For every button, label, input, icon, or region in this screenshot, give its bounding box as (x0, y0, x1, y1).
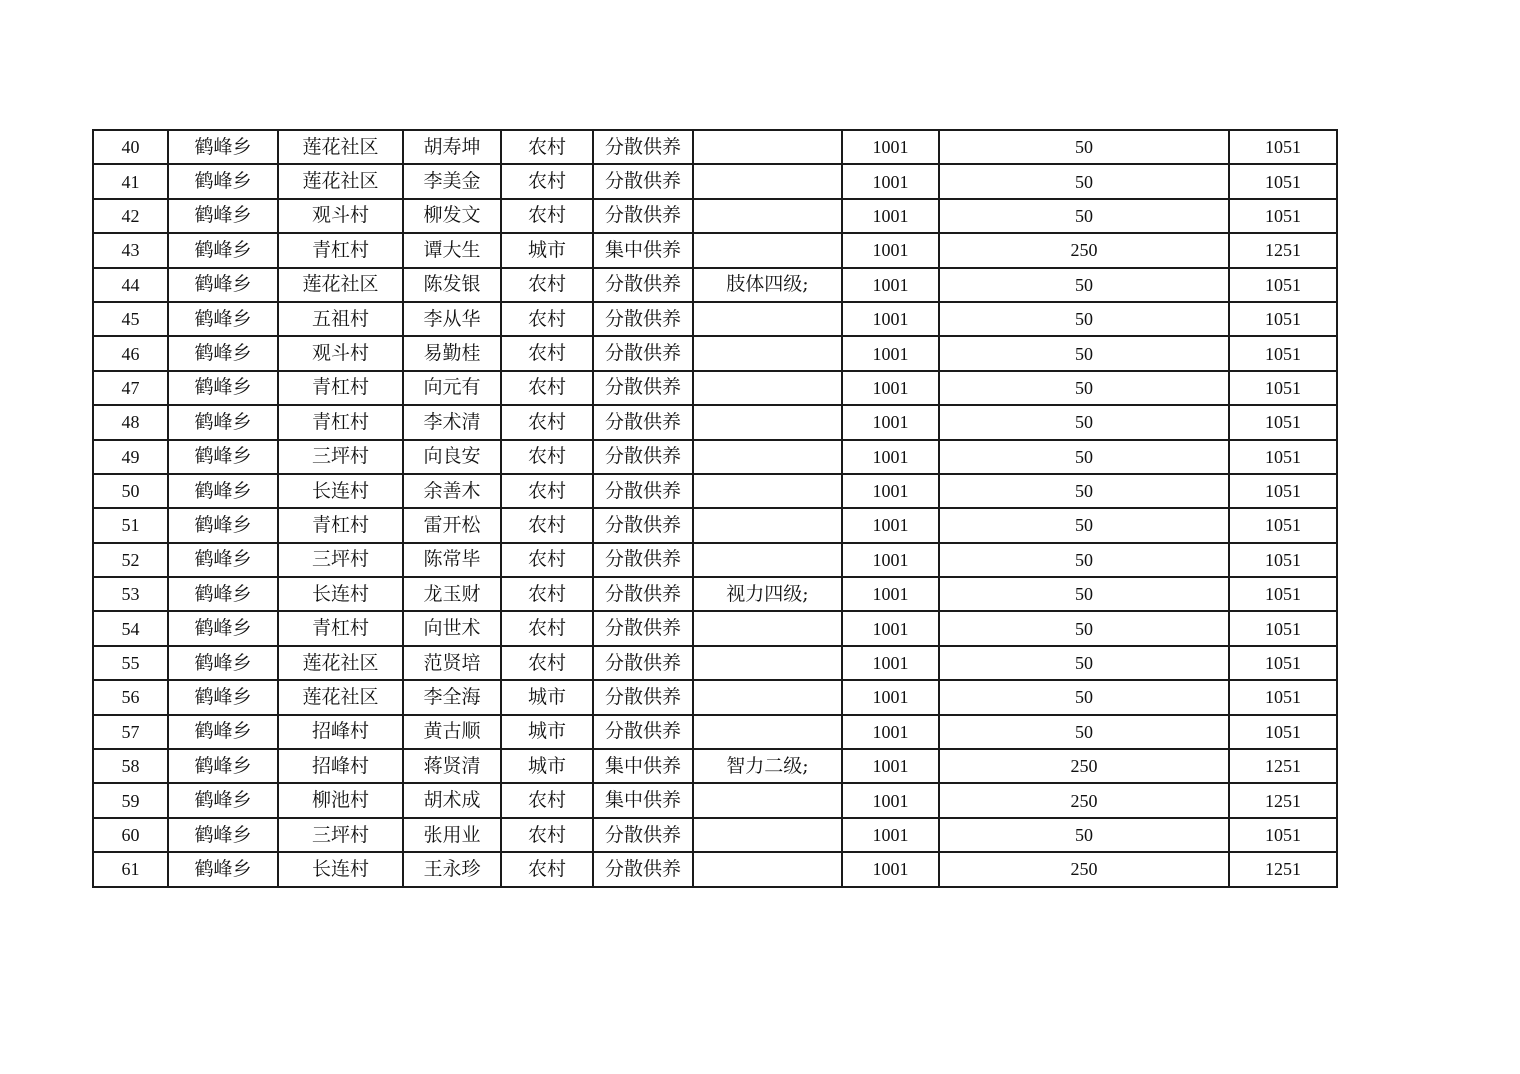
cell-township: 鹤峰乡 (168, 440, 278, 474)
cell-base-amount: 1001 (842, 543, 939, 577)
cell-area-type: 农村 (501, 440, 593, 474)
cell-disability-level (693, 508, 842, 542)
cell-base-amount: 1001 (842, 302, 939, 336)
cell-area-type: 农村 (501, 611, 593, 645)
cell-area-type: 农村 (501, 646, 593, 680)
cell-disability-level (693, 680, 842, 714)
cell-supplement-amount: 50 (939, 508, 1229, 542)
cell-area-type: 农村 (501, 371, 593, 405)
cell-serial-number: 52 (93, 543, 168, 577)
cell-total-amount: 1051 (1229, 543, 1337, 577)
cell-support-type: 分散供养 (593, 646, 693, 680)
cell-disability-level (693, 440, 842, 474)
cell-name: 陈发银 (403, 268, 501, 302)
cell-area-type: 农村 (501, 130, 593, 164)
cell-support-type: 分散供养 (593, 474, 693, 508)
cell-area-type: 农村 (501, 818, 593, 852)
cell-name: 黄古顺 (403, 715, 501, 749)
cell-base-amount: 1001 (842, 164, 939, 198)
cell-village: 长连村 (278, 577, 403, 611)
cell-area-type: 农村 (501, 199, 593, 233)
cell-serial-number: 57 (93, 715, 168, 749)
cell-township: 鹤峰乡 (168, 543, 278, 577)
table-row (93, 233, 1337, 267)
cell-support-type: 分散供养 (593, 715, 693, 749)
cell-village: 青杠村 (278, 405, 403, 439)
cell-total-amount: 1251 (1229, 233, 1337, 267)
table-row (93, 783, 1337, 817)
cell-village: 三坪村 (278, 543, 403, 577)
cell-name: 雷开松 (403, 508, 501, 542)
cell-township: 鹤峰乡 (168, 268, 278, 302)
table-row (93, 715, 1337, 749)
cell-base-amount: 1001 (842, 680, 939, 714)
cell-support-type: 分散供养 (593, 371, 693, 405)
cell-support-type: 分散供养 (593, 440, 693, 474)
cell-base-amount: 1001 (842, 818, 939, 852)
cell-serial-number: 44 (93, 268, 168, 302)
cell-township: 鹤峰乡 (168, 611, 278, 645)
cell-serial-number: 42 (93, 199, 168, 233)
cell-name: 蒋贤清 (403, 749, 501, 783)
cell-base-amount: 1001 (842, 508, 939, 542)
table-row (93, 164, 1337, 198)
cell-support-type: 分散供养 (593, 130, 693, 164)
cell-name: 胡寿坤 (403, 130, 501, 164)
cell-village: 观斗村 (278, 336, 403, 370)
cell-support-type: 分散供养 (593, 405, 693, 439)
cell-base-amount: 1001 (842, 474, 939, 508)
cell-village: 三坪村 (278, 440, 403, 474)
cell-total-amount: 1051 (1229, 715, 1337, 749)
table-row (93, 199, 1337, 233)
cell-disability-level (693, 611, 842, 645)
cell-name: 李术清 (403, 405, 501, 439)
cell-township: 鹤峰乡 (168, 130, 278, 164)
cell-village: 五祖村 (278, 302, 403, 336)
cell-base-amount: 1001 (842, 199, 939, 233)
cell-disability-level (693, 336, 842, 370)
cell-supplement-amount: 250 (939, 852, 1229, 886)
table-row (93, 508, 1337, 542)
table-row (93, 680, 1337, 714)
cell-total-amount: 1051 (1229, 336, 1337, 370)
cell-supplement-amount: 50 (939, 715, 1229, 749)
cell-serial-number: 53 (93, 577, 168, 611)
cell-support-type: 集中供养 (593, 749, 693, 783)
cell-supplement-amount: 50 (939, 440, 1229, 474)
cell-total-amount: 1051 (1229, 611, 1337, 645)
cell-serial-number: 59 (93, 783, 168, 817)
cell-support-type: 分散供养 (593, 268, 693, 302)
cell-total-amount: 1051 (1229, 508, 1337, 542)
cell-supplement-amount: 50 (939, 164, 1229, 198)
cell-total-amount: 1051 (1229, 646, 1337, 680)
cell-disability-level: 视力四级; (693, 577, 842, 611)
cell-village: 青杠村 (278, 611, 403, 645)
cell-support-type: 集中供养 (593, 783, 693, 817)
cell-base-amount: 1001 (842, 268, 939, 302)
table-row (93, 371, 1337, 405)
cell-serial-number: 51 (93, 508, 168, 542)
table-row (93, 440, 1337, 474)
cell-name: 张用业 (403, 818, 501, 852)
table-row (93, 611, 1337, 645)
cell-serial-number: 45 (93, 302, 168, 336)
table-row (93, 749, 1337, 783)
cell-supplement-amount: 50 (939, 336, 1229, 370)
cell-township: 鹤峰乡 (168, 818, 278, 852)
cell-serial-number: 50 (93, 474, 168, 508)
cell-name: 李从华 (403, 302, 501, 336)
cell-disability-level (693, 715, 842, 749)
cell-base-amount: 1001 (842, 233, 939, 267)
cell-supplement-amount: 250 (939, 783, 1229, 817)
cell-name: 谭大生 (403, 233, 501, 267)
cell-serial-number: 54 (93, 611, 168, 645)
cell-disability-level (693, 405, 842, 439)
cell-area-type: 农村 (501, 405, 593, 439)
cell-disability-level (693, 852, 842, 886)
cell-name: 李全海 (403, 680, 501, 714)
cell-disability-level (693, 199, 842, 233)
cell-name: 柳发文 (403, 199, 501, 233)
cell-supplement-amount: 50 (939, 474, 1229, 508)
cell-area-type: 农村 (501, 302, 593, 336)
cell-area-type: 农村 (501, 474, 593, 508)
cell-village: 招峰村 (278, 715, 403, 749)
cell-supplement-amount: 50 (939, 302, 1229, 336)
cell-supplement-amount: 50 (939, 577, 1229, 611)
cell-support-type: 分散供养 (593, 577, 693, 611)
cell-township: 鹤峰乡 (168, 680, 278, 714)
cell-supplement-amount: 50 (939, 818, 1229, 852)
cell-serial-number: 40 (93, 130, 168, 164)
cell-total-amount: 1051 (1229, 371, 1337, 405)
cell-township: 鹤峰乡 (168, 302, 278, 336)
data-table (92, 129, 1338, 888)
cell-disability-level (693, 371, 842, 405)
cell-supplement-amount: 50 (939, 543, 1229, 577)
cell-township: 鹤峰乡 (168, 405, 278, 439)
cell-support-type: 分散供养 (593, 611, 693, 645)
table-row (93, 852, 1337, 886)
cell-disability-level (693, 474, 842, 508)
cell-township: 鹤峰乡 (168, 852, 278, 886)
cell-area-type: 农村 (501, 268, 593, 302)
cell-serial-number: 60 (93, 818, 168, 852)
cell-name: 向世术 (403, 611, 501, 645)
cell-village: 柳池村 (278, 783, 403, 817)
cell-disability-level (693, 233, 842, 267)
cell-township: 鹤峰乡 (168, 199, 278, 233)
cell-supplement-amount: 50 (939, 371, 1229, 405)
cell-township: 鹤峰乡 (168, 336, 278, 370)
cell-supplement-amount: 50 (939, 268, 1229, 302)
cell-base-amount: 1001 (842, 646, 939, 680)
cell-area-type: 城市 (501, 715, 593, 749)
cell-name: 余善木 (403, 474, 501, 508)
table-row (93, 405, 1337, 439)
cell-township: 鹤峰乡 (168, 646, 278, 680)
cell-support-type: 分散供养 (593, 164, 693, 198)
cell-village: 莲花社区 (278, 680, 403, 714)
cell-supplement-amount: 50 (939, 405, 1229, 439)
cell-area-type: 农村 (501, 508, 593, 542)
cell-name: 王永珍 (403, 852, 501, 886)
cell-name: 范贤培 (403, 646, 501, 680)
cell-area-type: 城市 (501, 680, 593, 714)
cell-township: 鹤峰乡 (168, 577, 278, 611)
cell-total-amount: 1051 (1229, 164, 1337, 198)
cell-total-amount: 1051 (1229, 268, 1337, 302)
cell-support-type: 分散供养 (593, 336, 693, 370)
cell-serial-number: 47 (93, 371, 168, 405)
cell-total-amount: 1251 (1229, 749, 1337, 783)
cell-township: 鹤峰乡 (168, 371, 278, 405)
cell-village: 长连村 (278, 852, 403, 886)
cell-supplement-amount: 250 (939, 233, 1229, 267)
cell-serial-number: 61 (93, 852, 168, 886)
cell-name: 易勤桂 (403, 336, 501, 370)
cell-area-type: 农村 (501, 577, 593, 611)
cell-serial-number: 46 (93, 336, 168, 370)
table-row (93, 130, 1337, 164)
cell-serial-number: 55 (93, 646, 168, 680)
cell-name: 李美金 (403, 164, 501, 198)
cell-support-type: 分散供养 (593, 680, 693, 714)
cell-village: 莲花社区 (278, 268, 403, 302)
cell-total-amount: 1051 (1229, 818, 1337, 852)
cell-serial-number: 58 (93, 749, 168, 783)
cell-base-amount: 1001 (842, 715, 939, 749)
table-row (93, 302, 1337, 336)
cell-village: 青杠村 (278, 233, 403, 267)
table-row (93, 474, 1337, 508)
cell-base-amount: 1001 (842, 783, 939, 817)
cell-disability-level (693, 783, 842, 817)
cell-township: 鹤峰乡 (168, 233, 278, 267)
cell-name: 向元有 (403, 371, 501, 405)
cell-total-amount: 1051 (1229, 474, 1337, 508)
cell-area-type: 农村 (501, 543, 593, 577)
cell-disability-level (693, 818, 842, 852)
cell-disability-level (693, 302, 842, 336)
table-row (93, 268, 1337, 302)
cell-supplement-amount: 50 (939, 130, 1229, 164)
cell-base-amount: 1001 (842, 405, 939, 439)
cell-base-amount: 1001 (842, 611, 939, 645)
cell-base-amount: 1001 (842, 130, 939, 164)
cell-total-amount: 1251 (1229, 852, 1337, 886)
cell-support-type: 集中供养 (593, 233, 693, 267)
cell-name: 陈常毕 (403, 543, 501, 577)
table-row (93, 543, 1337, 577)
cell-disability-level: 肢体四级; (693, 268, 842, 302)
table-row (93, 336, 1337, 370)
cell-township: 鹤峰乡 (168, 474, 278, 508)
cell-disability-level: 智力二级; (693, 749, 842, 783)
cell-support-type: 分散供养 (593, 852, 693, 886)
cell-total-amount: 1051 (1229, 680, 1337, 714)
cell-village: 莲花社区 (278, 164, 403, 198)
cell-serial-number: 41 (93, 164, 168, 198)
cell-area-type: 城市 (501, 749, 593, 783)
cell-support-type: 分散供养 (593, 543, 693, 577)
table-body (93, 130, 1337, 887)
cell-township: 鹤峰乡 (168, 508, 278, 542)
cell-support-type: 分散供养 (593, 818, 693, 852)
cell-base-amount: 1001 (842, 336, 939, 370)
cell-village: 青杠村 (278, 371, 403, 405)
cell-total-amount: 1251 (1229, 783, 1337, 817)
cell-serial-number: 43 (93, 233, 168, 267)
table-row (93, 818, 1337, 852)
cell-base-amount: 1001 (842, 749, 939, 783)
cell-township: 鹤峰乡 (168, 783, 278, 817)
cell-disability-level (693, 543, 842, 577)
cell-base-amount: 1001 (842, 577, 939, 611)
cell-disability-level (693, 646, 842, 680)
table-row (93, 646, 1337, 680)
cell-village: 莲花社区 (278, 130, 403, 164)
table-row (93, 577, 1337, 611)
cell-township: 鹤峰乡 (168, 715, 278, 749)
cell-village: 三坪村 (278, 818, 403, 852)
cell-total-amount: 1051 (1229, 577, 1337, 611)
cell-total-amount: 1051 (1229, 405, 1337, 439)
cell-supplement-amount: 250 (939, 749, 1229, 783)
cell-name: 胡术成 (403, 783, 501, 817)
cell-total-amount: 1051 (1229, 130, 1337, 164)
cell-base-amount: 1001 (842, 440, 939, 474)
cell-supplement-amount: 50 (939, 611, 1229, 645)
cell-support-type: 分散供养 (593, 199, 693, 233)
cell-base-amount: 1001 (842, 852, 939, 886)
cell-total-amount: 1051 (1229, 199, 1337, 233)
cell-area-type: 农村 (501, 336, 593, 370)
cell-serial-number: 48 (93, 405, 168, 439)
cell-township: 鹤峰乡 (168, 164, 278, 198)
cell-base-amount: 1001 (842, 371, 939, 405)
cell-name: 龙玉财 (403, 577, 501, 611)
cell-village: 莲花社区 (278, 646, 403, 680)
cell-supplement-amount: 50 (939, 680, 1229, 714)
cell-supplement-amount: 50 (939, 199, 1229, 233)
cell-area-type: 农村 (501, 852, 593, 886)
cell-area-type: 农村 (501, 783, 593, 817)
cell-serial-number: 56 (93, 680, 168, 714)
cell-name: 向良安 (403, 440, 501, 474)
cell-supplement-amount: 50 (939, 646, 1229, 680)
cell-area-type: 农村 (501, 164, 593, 198)
cell-total-amount: 1051 (1229, 440, 1337, 474)
cell-disability-level (693, 130, 842, 164)
cell-village: 观斗村 (278, 199, 403, 233)
cell-village: 长连村 (278, 474, 403, 508)
cell-village: 招峰村 (278, 749, 403, 783)
cell-total-amount: 1051 (1229, 302, 1337, 336)
cell-township: 鹤峰乡 (168, 749, 278, 783)
cell-serial-number: 49 (93, 440, 168, 474)
cell-area-type: 城市 (501, 233, 593, 267)
cell-support-type: 分散供养 (593, 508, 693, 542)
cell-disability-level (693, 164, 842, 198)
cell-support-type: 分散供养 (593, 302, 693, 336)
cell-village: 青杠村 (278, 508, 403, 542)
